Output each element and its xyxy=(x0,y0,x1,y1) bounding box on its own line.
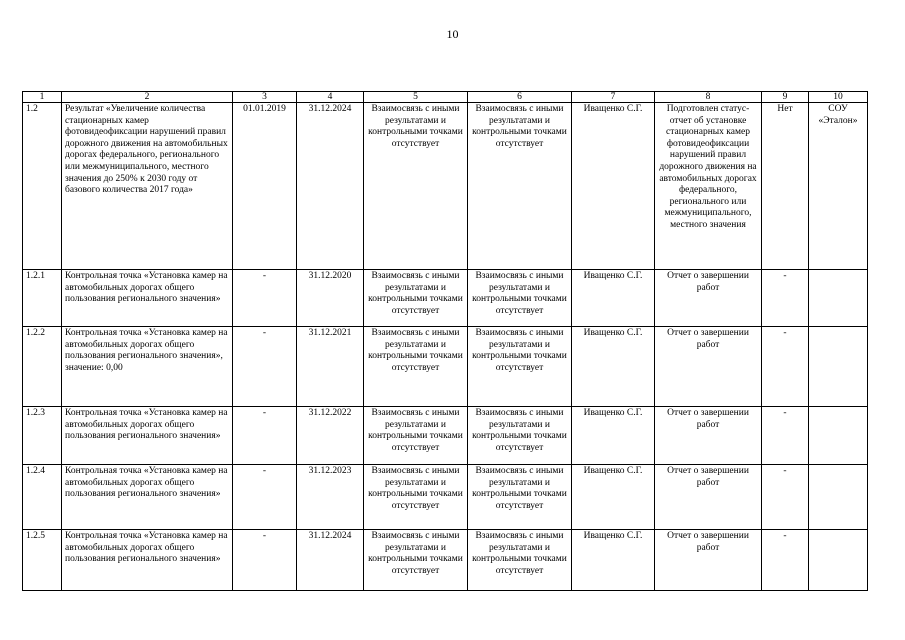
level-cell: - xyxy=(762,270,809,327)
control-points-table xyxy=(22,91,868,591)
system-cell xyxy=(809,327,868,407)
system-cell xyxy=(809,530,868,591)
level-cell: - xyxy=(762,465,809,530)
row-number-cell: 1.2.1 xyxy=(23,270,62,327)
system-cell xyxy=(809,465,868,530)
document-cell: Отчет о завершении работ xyxy=(655,327,762,407)
predecessor-cell: Взаимосвязь с иными результатами и контрольными точками отсутствует xyxy=(364,407,468,465)
document-cell: Отчет о завершении работ xyxy=(655,407,762,465)
name-cell: Контрольная точка «Установка камер на автомобильных дорогах общего пользования регионального значения» xyxy=(62,465,233,530)
responsible-cell: Иващенко С.Г. xyxy=(572,465,655,530)
start-date-cell: - xyxy=(233,465,297,530)
name-cell: Контрольная точка «Установка камер на автомобильных дорогах общего пользования регионального значения» xyxy=(62,270,233,327)
table-row xyxy=(23,465,868,530)
end-date-cell: 31.12.2023 xyxy=(297,465,364,530)
successor-cell: Взаимосвязь с иными результатами и контрольными точками отсутствует xyxy=(468,465,572,530)
successor-cell: Взаимосвязь с иными результатами и контрольными точками отсутствует xyxy=(468,270,572,327)
end-date-cell: 31.12.2024 xyxy=(297,530,364,591)
row-number-cell: 1.2.5 xyxy=(23,530,62,591)
predecessor-cell: Взаимосвязь с иными результатами и контрольными точками отсутствует xyxy=(364,327,468,407)
column-header: 6 xyxy=(468,92,572,103)
predecessor-cell: Взаимосвязь с иными результатами и контрольными точками отсутствует xyxy=(364,530,468,591)
responsible-cell: Иващенко С.Г. xyxy=(572,530,655,591)
name-cell: Контрольная точка «Установка камер на автомобильных дорогах общего пользования регионального значения» xyxy=(62,530,233,591)
name-cell: Контрольная точка «Установка камер на автомобильных дорогах общего пользования регионального значения», значение: 0,00 xyxy=(62,327,233,407)
column-header: 7 xyxy=(572,92,655,103)
start-date-cell: - xyxy=(233,270,297,327)
end-date-cell: 31.12.2022 xyxy=(297,407,364,465)
table-row xyxy=(23,327,868,407)
column-header: 10 xyxy=(809,92,868,103)
row-number-cell: 1.2.3 xyxy=(23,407,62,465)
document-cell: Отчет о завершении работ xyxy=(655,270,762,327)
name-cell: Контрольная точка «Установка камер на автомобильных дорогах общего пользования регионального значения» xyxy=(62,407,233,465)
table-row xyxy=(23,103,868,270)
column-header: 9 xyxy=(762,92,809,103)
level-cell: - xyxy=(762,407,809,465)
row-number-cell: 1.2.2 xyxy=(23,327,62,407)
start-date-cell: - xyxy=(233,530,297,591)
document-cell: Отчет о завершении работ xyxy=(655,530,762,591)
level-cell: - xyxy=(762,327,809,407)
column-header: 5 xyxy=(364,92,468,103)
system-cell xyxy=(809,270,868,327)
end-date-cell: 31.12.2020 xyxy=(297,270,364,327)
level-cell: - xyxy=(762,530,809,591)
column-number-row xyxy=(23,92,868,103)
responsible-cell: Иващенко С.Г. xyxy=(572,327,655,407)
successor-cell: Взаимосвязь с иными результатами и контрольными точками отсутствует xyxy=(468,530,572,591)
responsible-cell: Иващенко С.Г. xyxy=(572,270,655,327)
column-header: 4 xyxy=(297,92,364,103)
responsible-cell: Иващенко С.Г. xyxy=(572,103,655,270)
table-row xyxy=(23,270,868,327)
column-header: 2 xyxy=(62,92,233,103)
row-number-cell: 1.2.4 xyxy=(23,465,62,530)
start-date-cell: - xyxy=(233,327,297,407)
system-cell: СОУ «Эталон» xyxy=(809,103,868,270)
column-header: 3 xyxy=(233,92,297,103)
successor-cell: Взаимосвязь с иными результатами и контрольными точками отсутствует xyxy=(468,327,572,407)
successor-cell: Взаимосвязь с иными результатами и контрольными точками отсутствует xyxy=(468,407,572,465)
column-header: 1 xyxy=(23,92,62,103)
level-cell: Нет xyxy=(762,103,809,270)
table-row xyxy=(23,530,868,591)
row-number-cell: 1.2 xyxy=(23,103,62,270)
successor-cell: Взаимосвязь с иными результатами и контрольными точками отсутствует xyxy=(468,103,572,270)
predecessor-cell: Взаимосвязь с иными результатами и контрольными точками отсутствует xyxy=(364,103,468,270)
name-cell: Результат «Увеличение количества стационарных камер фотовидеофиксации нарушений правил дорожного движения на автомобильных дорогах федерального, регионального или межмуниципального, местного значения до 250% к 2030 году от базового количества 2017 года» xyxy=(62,103,233,270)
predecessor-cell: Взаимосвязь с иными результатами и контрольными точками отсутствует xyxy=(364,270,468,327)
start-date-cell: 01.01.2019 xyxy=(233,103,297,270)
start-date-cell: - xyxy=(233,407,297,465)
document-cell: Отчет о завершении работ xyxy=(655,465,762,530)
end-date-cell: 31.12.2021 xyxy=(297,327,364,407)
responsible-cell: Иващенко С.Г. xyxy=(572,407,655,465)
column-header: 8 xyxy=(655,92,762,103)
table-row xyxy=(23,407,868,465)
document-cell: Подготовлен статус-отчет об установке стационарных камер фотовидеофиксации нарушений правил дорожного движения на автомобильных дорогах федерального, регионального или межмуниципального, местного значения xyxy=(655,103,762,270)
predecessor-cell: Взаимосвязь с иными результатами и контрольными точками отсутствует xyxy=(364,465,468,530)
page-number: 10 xyxy=(446,27,459,41)
system-cell xyxy=(809,407,868,465)
end-date-cell: 31.12.2024 xyxy=(297,103,364,270)
